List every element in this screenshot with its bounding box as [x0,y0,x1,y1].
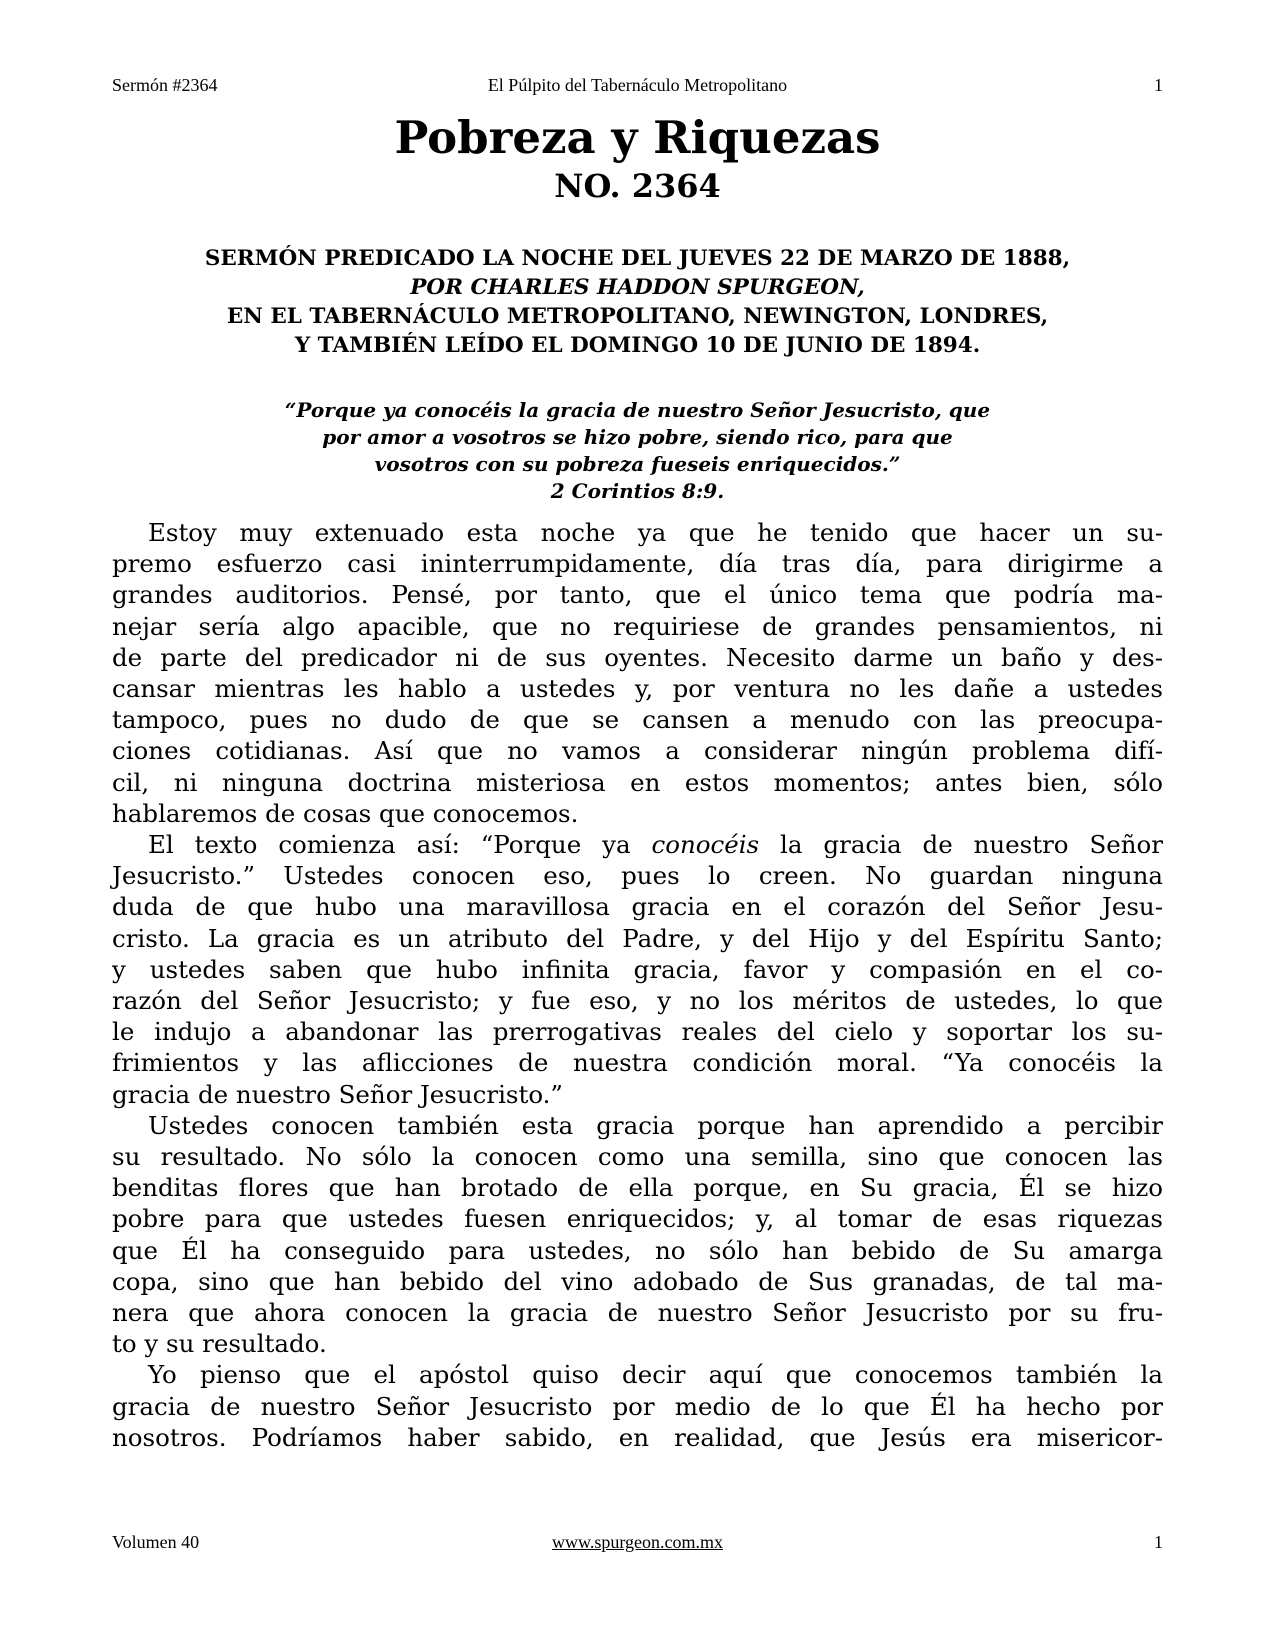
sermon-body [112,517,1163,1453]
body-line: que Él ha conseguido para ustedes, no sólo han bebido de Su amarga [112,1235,1163,1265]
body-line: y ustedes saben que hubo infinita gracia, favor y compasión en el co- [112,954,1163,984]
body-line: grandes auditorios. Pensé, por tanto, que el único tema que podría ma- [112,580,1163,610]
body-line: razón del Señor Jesucristo; y fue eso, y no los méritos de ustedes, lo que [112,986,1163,1016]
body-line: de parte del predicador ni de sus oyentes. Necesito darme un baño y des- [112,642,1163,672]
body-line: nera que ahora conocen la gracia de nuestro Señor Jesucristo por su fru- [112,1298,1163,1328]
body-line: gracia de nuestro Señor Jesucristo por medio de lo que Él ha hecho por [112,1391,1163,1421]
emphasized-word: conocéis [651,830,760,860]
subtitle-line: Y TAMBIÉN LEÍDO EL DOMINGO 10 DE JUNIO DE 1894. [294,333,981,358]
body-line: nejar sería algo apacible, que no requiriese de grandes pensamientos, ni [112,611,1163,641]
body-line: Estoy muy extenuado esta noche ya que he tenido que hacer un su- [148,518,1163,547]
epigraph-reference: 2 Corintios 8:9. [550,479,725,503]
body-line: cansar mientras les hablo a ustedes y, por ventura no les dañe a ustedes [112,674,1163,704]
subtitle-author-line: POR CHARLES HADDON SPURGEON, [410,275,865,300]
epigraph-line: por amor a vosotros se hizo pobre, siendo rico, para que [322,425,953,449]
body-line: El texto comienza así: “Porque ya conocéis la gracia de nuestro Señor [148,830,1163,860]
subtitle-line: SERMÓN PREDICADO LA NOCHE DEL JUEVES 22 DE MARZO DE 1888, [204,246,1071,271]
sermon-subtitle [60,244,1215,360]
sermon-number: NO. 2364 [554,167,721,205]
body-line: frimientos y las aflicciones de nuestra condición moral. “Ya conocéis la [112,1048,1163,1078]
body-line: benditas flores que han brotado de ella porque, en Su gracia, Él se hizo [112,1173,1163,1203]
body-line: nosotros. Podríamos haber sabido, en realidad, que Jesús era misericor- [112,1422,1163,1452]
body-line: tampoco, pues no dudo de que se cansen a menudo con las preocupa- [112,705,1163,735]
publication-title: El Púlpito del Tabernáculo Metropolitano [487,75,788,95]
subtitle-line: EN EL TABERNÁCULO METROPOLITANO, NEWINGTON, LONDRES, [226,304,1049,329]
sermon-number-label: Sermón #2364 [112,75,218,95]
body-line: duda de que hubo una maravillosa gracia en el corazón del Señor Jesu- [112,892,1163,922]
body-line: cristo. La gracia es un atributo del Padre, y del Hijo y del Espíritu Santo; [112,923,1163,953]
scripture-epigraph [100,397,1175,505]
page-number-top: 1 [1154,75,1163,95]
body-line: su resultado. No sólo la conocen como una semilla, sino que conocen las [112,1142,1163,1172]
epigraph-line: “Porque ya conocéis la gracia de nuestro Señor Jesucristo, que [284,398,991,422]
body-line: pobre para que ustedes fuesen enriquecidos; y, al tomar de esas riquezas [112,1204,1163,1234]
body-line: Yo pienso que el apóstol quiso decir aquí que conocemos también la [148,1360,1163,1390]
volume-label: Volumen 40 [112,1532,200,1552]
website-link[interactable]: www.spurgeon.com.mx [552,1532,723,1552]
body-line: cil, ni ninguna doctrina misteriosa en estos momentos; antes bien, sólo [112,767,1163,797]
body-line: copa, sino que han bebido del vino adobado de Sus granadas, de tal ma- [112,1266,1163,1296]
body-line: gracia de nuestro Señor Jesucristo.” [112,1079,563,1109]
body-line: ciones cotidianas. Así que no vamos a considerar ningún problema difí- [112,736,1163,766]
website-link-wrapper [112,1531,1163,1553]
body-line: hablaremos de cosas que conocemos. [112,798,579,828]
body-line: Jesucristo.” Ustedes conocen eso, pues lo creen. No guardan ninguna [112,861,1163,891]
sermon-title: Pobreza y Riquezas [394,111,881,164]
body-line: premo esfuerzo casi ininterrumpidamente, día tras día, para dirigirme a [112,549,1163,579]
page-number-bottom: 1 [1154,1532,1163,1552]
epigraph-line: vosotros con su pobreza fueseis enriquecidos.” [374,452,901,476]
body-line: le indujo a abandonar las prerrogativas reales del cielo y soportar los su- [112,1017,1163,1047]
body-line: Ustedes conocen también esta gracia porque han aprendido a percibir [148,1110,1163,1140]
body-line: to y su resultado. [112,1329,327,1359]
